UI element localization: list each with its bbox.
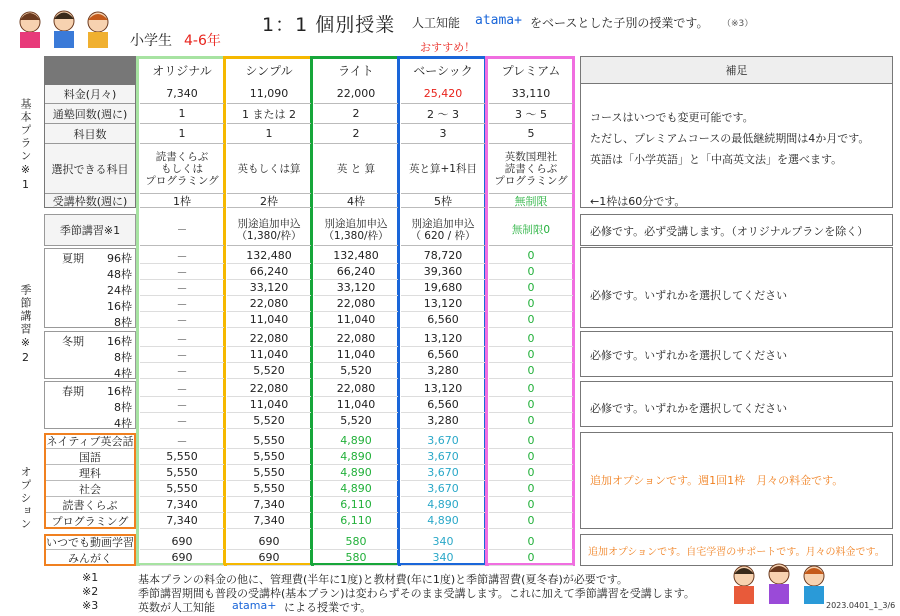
seasonal-cell-0-0-premium: 0 bbox=[489, 248, 573, 264]
seasonal-row-label-2-0: 16枠 bbox=[107, 385, 132, 398]
seasonal-cell-1-1-basic: 6,560 bbox=[401, 347, 485, 363]
basic-cell-2-original: 1 bbox=[140, 124, 224, 144]
seasonal-header-cell-basic: 別途追加申込 （ 620 / 枠） bbox=[401, 214, 485, 246]
seasonal-header-cell-simple: 別途追加申込 （1,380/枠） bbox=[227, 214, 311, 246]
basic-cell-4-basic: 5枠 bbox=[401, 194, 485, 208]
basic-cell-4-premium: 無制限 bbox=[489, 194, 573, 208]
basic-note-1: コースはいつでも変更可能です。 bbox=[590, 111, 754, 124]
option-row-label-1: 国語 bbox=[44, 449, 136, 465]
seasonal-cell-0-0-basic: 78,720 bbox=[401, 248, 485, 264]
seasonal-cell-0-1-simple: 66,240 bbox=[227, 264, 311, 280]
option-cell-5-simple: 7,340 bbox=[227, 513, 311, 529]
basic-cell-0-light: 22,000 bbox=[314, 84, 398, 104]
basic-cell-1-basic: 2 ～ 3 bbox=[401, 104, 485, 124]
option-cell-2-premium: 0 bbox=[489, 465, 573, 481]
seasonal-cell-0-1-original: － bbox=[140, 264, 224, 280]
option-cell-1-light: 4,890 bbox=[314, 449, 398, 465]
grade-range: 4-6年 bbox=[184, 33, 221, 49]
option-cell-2-original: 5,550 bbox=[140, 465, 224, 481]
option-cell-4-premium: 0 bbox=[489, 497, 573, 513]
seasonal-cell-1-2-basic: 3,280 bbox=[401, 363, 485, 379]
seasonal-cell-2-0-premium: 0 bbox=[489, 381, 573, 397]
option-cell-0-simple: 5,550 bbox=[227, 433, 311, 449]
seasonal-row-label-0-0: 96枠 bbox=[107, 252, 132, 265]
basic-cell-1-original: 1 bbox=[140, 104, 224, 124]
seasonal-row-label-0-3: 16枠 bbox=[107, 300, 132, 313]
seasonal-header-label: 季節講習※1 bbox=[44, 214, 136, 246]
option-cell-3-light: 4,890 bbox=[314, 481, 398, 497]
column-header-original: オリジナル bbox=[152, 63, 212, 78]
basic-cell-2-premium: 5 bbox=[489, 124, 573, 144]
option-cell-1-premium: 0 bbox=[489, 449, 573, 465]
seasonal-row-label-0-2: 24枠 bbox=[107, 284, 132, 297]
seasonal-cell-1-1-original: － bbox=[140, 347, 224, 363]
extra-cell-0-premium: 0 bbox=[489, 534, 573, 550]
supplement-header: 補足 bbox=[580, 56, 893, 84]
footnote-3-text-pre: 英数が人工知能 bbox=[138, 601, 215, 614]
seasonal-group-name-1: 冬期 bbox=[62, 335, 84, 348]
seasonal-cell-2-1-basic: 6,560 bbox=[401, 397, 485, 413]
option-row-label-2: 理科 bbox=[44, 465, 136, 481]
option-row-label-4: 読書くらぶ bbox=[44, 497, 136, 513]
seasonal-cell-2-0-basic: 13,120 bbox=[401, 381, 485, 397]
seasonal-cell-2-1-original: － bbox=[140, 397, 224, 413]
section-options-label: オプション bbox=[19, 466, 32, 531]
seasonal-cell-1-0-basic: 13,120 bbox=[401, 331, 485, 347]
recommend-label: おすすめ！ bbox=[420, 41, 476, 54]
subtitle-note: （※3） bbox=[722, 19, 754, 29]
seasonal-cell-1-0-simple: 22,080 bbox=[227, 331, 311, 347]
seasonal-cell-1-0-original: － bbox=[140, 331, 224, 347]
subtitle-pre: 人工知能 bbox=[412, 16, 461, 30]
extra-row-label-0: いつでも動画学習 bbox=[46, 535, 134, 549]
basic-cell-0-basic: 25,420 bbox=[401, 84, 485, 104]
extra-cell-0-light: 580 bbox=[314, 534, 398, 550]
header-corner bbox=[44, 56, 136, 84]
option-cell-0-premium: 0 bbox=[489, 433, 573, 449]
seasonal-header-cell-original: － bbox=[140, 214, 224, 246]
basic-row-label-4: 受講枠数(週に) bbox=[44, 194, 136, 208]
basic-cell-3-simple: 英もしくは算 bbox=[227, 144, 311, 194]
footnote-3-brand: atama+ bbox=[232, 599, 277, 612]
subtitle-brand: atama+ bbox=[475, 13, 522, 28]
seasonal-cell-0-3-simple: 22,080 bbox=[227, 296, 311, 312]
page-title: 1：1 個別授業 bbox=[262, 14, 396, 36]
option-row-label-5: プログラミング bbox=[44, 513, 136, 529]
option-cell-1-basic: 3,670 bbox=[401, 449, 485, 465]
basic-cell-4-light: 4枠 bbox=[314, 194, 398, 208]
column-header-light: ライト bbox=[338, 63, 374, 78]
extra-note: 追加オプションです。自宅学習のサポートです。月々の料金です。 bbox=[588, 547, 885, 558]
seasonal-cell-0-2-basic: 19,680 bbox=[401, 280, 485, 296]
seasonal-group-name-0: 夏期 bbox=[62, 252, 84, 265]
basic-cell-1-simple: 1 または 2 bbox=[227, 104, 311, 124]
seasonal-cell-1-2-simple: 5,520 bbox=[227, 363, 311, 379]
seasonal-cell-0-2-light: 33,120 bbox=[314, 280, 398, 296]
seasonal-row-label-0-1: 48枠 bbox=[107, 268, 132, 281]
extra-cell-1-simple: 690 bbox=[227, 550, 311, 566]
basic-cell-4-original: 1枠 bbox=[140, 194, 224, 208]
section-basic-label: 基本プラン※1 bbox=[19, 98, 32, 193]
option-label-frame bbox=[44, 433, 136, 529]
seasonal-row-label-2-1: 8枠 bbox=[114, 401, 132, 414]
option-cell-1-original: 5,550 bbox=[140, 449, 224, 465]
option-note: 追加オプションです。週1回1枠 月々の料金です。 bbox=[590, 474, 844, 487]
seasonal-cell-1-2-light: 5,520 bbox=[314, 363, 398, 379]
option-row-label-3: 社会 bbox=[44, 481, 136, 497]
basic-note-2: ただし、プレミアムコースの最低継続期間は4か月です。 bbox=[590, 132, 870, 145]
option-cell-5-basic: 4,890 bbox=[401, 513, 485, 529]
seasonal-cell-0-1-basic: 39,360 bbox=[401, 264, 485, 280]
extra-cell-0-simple: 690 bbox=[227, 534, 311, 550]
seasonal-cell-2-0-original: － bbox=[140, 381, 224, 397]
seasonal-cell-0-3-original: － bbox=[140, 296, 224, 312]
seasonal-header-cell-light: 別途追加申込 （1,380/枠） bbox=[314, 214, 398, 246]
seasonal-cell-1-2-premium: 0 bbox=[489, 363, 573, 379]
option-cell-4-simple: 7,340 bbox=[227, 497, 311, 513]
seasonal-cell-0-3-premium: 0 bbox=[489, 296, 573, 312]
extra-cell-0-basic: 340 bbox=[401, 534, 485, 550]
seasonal-cell-1-1-simple: 11,040 bbox=[227, 347, 311, 363]
basic-cell-2-simple: 1 bbox=[227, 124, 311, 144]
option-cell-0-original: － bbox=[140, 433, 224, 449]
basic-cell-2-basic: 3 bbox=[401, 124, 485, 144]
extra-cell-1-premium: 0 bbox=[489, 550, 573, 566]
basic-cell-2-light: 2 bbox=[314, 124, 398, 144]
seasonal-cell-0-1-premium: 0 bbox=[489, 264, 573, 280]
seasonal-cell-0-3-light: 22,080 bbox=[314, 296, 398, 312]
seasonal-row-label-0-4: 8枠 bbox=[114, 316, 132, 329]
basic-cell-3-premium: 英数国理社 読書くらぶ プログラミング bbox=[489, 144, 573, 194]
basic-note-4: ←1枠は60分です。 bbox=[590, 195, 686, 208]
option-cell-4-basic: 4,890 bbox=[401, 497, 485, 513]
option-cell-3-simple: 5,550 bbox=[227, 481, 311, 497]
basic-cell-3-basic: 英と算+1科目 bbox=[401, 144, 485, 194]
winter-note: 必修です。いずれかを選択してください bbox=[590, 349, 788, 362]
seasonal-cell-1-2-original: － bbox=[140, 363, 224, 379]
grade-label: 小学生 bbox=[130, 33, 172, 49]
basic-cell-3-original: 読書くらぶ もしくは プログラミング bbox=[140, 144, 224, 194]
extra-cell-1-original: 690 bbox=[140, 550, 224, 566]
option-cell-5-light: 6,110 bbox=[314, 513, 398, 529]
footnote-1-text: 基本プランの料金の他に、管理費(半年に1度)と教材費(年に1度)と季節講習費(夏冬春)が必要です。 bbox=[138, 573, 628, 586]
seasonal-cell-0-4-basic: 6,560 bbox=[401, 312, 485, 328]
document-id: 2023.0401_1_3/6 bbox=[826, 601, 896, 610]
seasonal-cell-2-1-premium: 0 bbox=[489, 397, 573, 413]
option-row-label-0: ネイティブ英会話 bbox=[44, 433, 136, 449]
seasonal-cell-2-0-light: 22,080 bbox=[314, 381, 398, 397]
seasonal-cell-0-2-original: － bbox=[140, 280, 224, 296]
option-cell-0-light: 4,890 bbox=[314, 433, 398, 449]
seasonal-cell-1-1-light: 11,040 bbox=[314, 347, 398, 363]
spring-note: 必修です。いずれかを選択してください bbox=[590, 402, 788, 415]
extra-cell-1-light: 580 bbox=[314, 550, 398, 566]
seasonal-header-cell-premium: 無制限0 bbox=[489, 214, 573, 246]
footnote-3-text-post: による授業です。 bbox=[284, 601, 372, 614]
seasonal-cell-1-0-premium: 0 bbox=[489, 331, 573, 347]
extra-row-label-1: みんがく bbox=[44, 550, 136, 566]
seasonal-row-label-1-2: 4枠 bbox=[114, 367, 132, 380]
option-cell-2-simple: 5,550 bbox=[227, 465, 311, 481]
seasonal-cell-0-0-original: － bbox=[140, 248, 224, 264]
basic-row-label-3: 選択できる科目 bbox=[44, 144, 136, 194]
seasonal-cell-2-2-simple: 5,520 bbox=[227, 413, 311, 429]
seasonal-cell-0-2-premium: 0 bbox=[489, 280, 573, 296]
seasonal-row-label-1-1: 8枠 bbox=[114, 351, 132, 364]
option-cell-4-light: 6,110 bbox=[314, 497, 398, 513]
basic-row-label-1: 通塾回数(週に) bbox=[44, 104, 136, 124]
extra-cell-1-basic: 340 bbox=[401, 550, 485, 566]
basic-note-3: 英語は「小学英語」と「中高英文法」を選べます。 bbox=[590, 153, 843, 166]
seasonal-required-note: 必修です。必ず受講します。（オリジナルプランを除く） bbox=[590, 225, 869, 238]
option-cell-2-basic: 3,670 bbox=[401, 465, 485, 481]
kids-illustration-bottom bbox=[724, 560, 834, 608]
section-seasonal-label: 季節講習※2 bbox=[19, 284, 32, 366]
option-cell-3-premium: 0 bbox=[489, 481, 573, 497]
basic-cell-1-light: 2 bbox=[314, 104, 398, 124]
footnote-2-mark: ※2 bbox=[82, 585, 99, 598]
seasonal-group-frame-1 bbox=[44, 331, 136, 379]
summer-note: 必修です。いずれかを選択してください bbox=[590, 289, 788, 302]
seasonal-row-label-1-0: 16枠 bbox=[107, 335, 132, 348]
basic-row-label-2: 科目数 bbox=[44, 124, 136, 144]
seasonal-cell-0-3-basic: 13,120 bbox=[401, 296, 485, 312]
basic-cell-3-light: 英 と 算 bbox=[314, 144, 398, 194]
seasonal-cell-2-2-original: － bbox=[140, 413, 224, 429]
column-header-premium: プレミアム bbox=[501, 63, 561, 78]
seasonal-cell-0-1-light: 66,240 bbox=[314, 264, 398, 280]
basic-cell-0-premium: 33,110 bbox=[489, 84, 573, 104]
basic-cell-0-simple: 11,090 bbox=[227, 84, 311, 104]
basic-cell-4-simple: 2枠 bbox=[227, 194, 311, 208]
seasonal-cell-2-2-basic: 3,280 bbox=[401, 413, 485, 429]
basic-cell-1-premium: 3 ～ 5 bbox=[489, 104, 573, 124]
option-cell-3-original: 5,550 bbox=[140, 481, 224, 497]
seasonal-cell-1-0-light: 22,080 bbox=[314, 331, 398, 347]
seasonal-cell-0-4-simple: 11,040 bbox=[227, 312, 311, 328]
option-cell-5-original: 7,340 bbox=[140, 513, 224, 529]
seasonal-cell-0-0-simple: 132,480 bbox=[227, 248, 311, 264]
seasonal-cell-0-0-light: 132,480 bbox=[314, 248, 398, 264]
seasonal-cell-2-1-simple: 11,040 bbox=[227, 397, 311, 413]
seasonal-cell-2-2-premium: 0 bbox=[489, 413, 573, 429]
seasonal-cell-0-4-light: 11,040 bbox=[314, 312, 398, 328]
basic-row-label-0: 料金(月々) bbox=[44, 84, 136, 104]
footnote-2-text: 季節講習期間も普段の受講枠(基本プラン)は変わらずそのまま受講します。これに加えて季節講習を受講します。 bbox=[138, 587, 695, 600]
seasonal-group-frame-0 bbox=[44, 248, 136, 328]
extra-label-frame bbox=[44, 534, 136, 566]
seasonal-group-name-2: 春期 bbox=[62, 385, 84, 398]
option-cell-2-light: 4,890 bbox=[314, 465, 398, 481]
option-cell-1-simple: 5,550 bbox=[227, 449, 311, 465]
subtitle-post: をベースとした子別の授業です。 bbox=[530, 16, 709, 30]
seasonal-cell-0-2-simple: 33,120 bbox=[227, 280, 311, 296]
seasonal-cell-0-4-original: － bbox=[140, 312, 224, 328]
column-header-basic: ベーシック bbox=[413, 63, 473, 78]
basic-label-frame bbox=[44, 84, 136, 208]
option-cell-3-basic: 3,670 bbox=[401, 481, 485, 497]
option-cell-0-basic: 3,670 bbox=[401, 433, 485, 449]
basic-notes-box bbox=[580, 84, 893, 208]
column-header-simple: シンプル bbox=[245, 63, 293, 78]
seasonal-row-label-2-2: 4枠 bbox=[114, 417, 132, 430]
option-cell-5-premium: 0 bbox=[489, 513, 573, 529]
seasonal-cell-2-1-light: 11,040 bbox=[314, 397, 398, 413]
seasonal-cell-2-2-light: 5,520 bbox=[314, 413, 398, 429]
seasonal-cell-1-1-premium: 0 bbox=[489, 347, 573, 363]
seasonal-cell-2-0-simple: 22,080 bbox=[227, 381, 311, 397]
seasonal-cell-0-4-premium: 0 bbox=[489, 312, 573, 328]
extra-cell-0-original: 690 bbox=[140, 534, 224, 550]
seasonal-group-frame-2 bbox=[44, 381, 136, 429]
option-cell-4-original: 7,340 bbox=[140, 497, 224, 513]
footnote-1-mark: ※1 bbox=[82, 571, 99, 584]
footnote-3-mark: ※3 bbox=[82, 599, 99, 612]
basic-cell-0-original: 7,340 bbox=[140, 84, 224, 104]
